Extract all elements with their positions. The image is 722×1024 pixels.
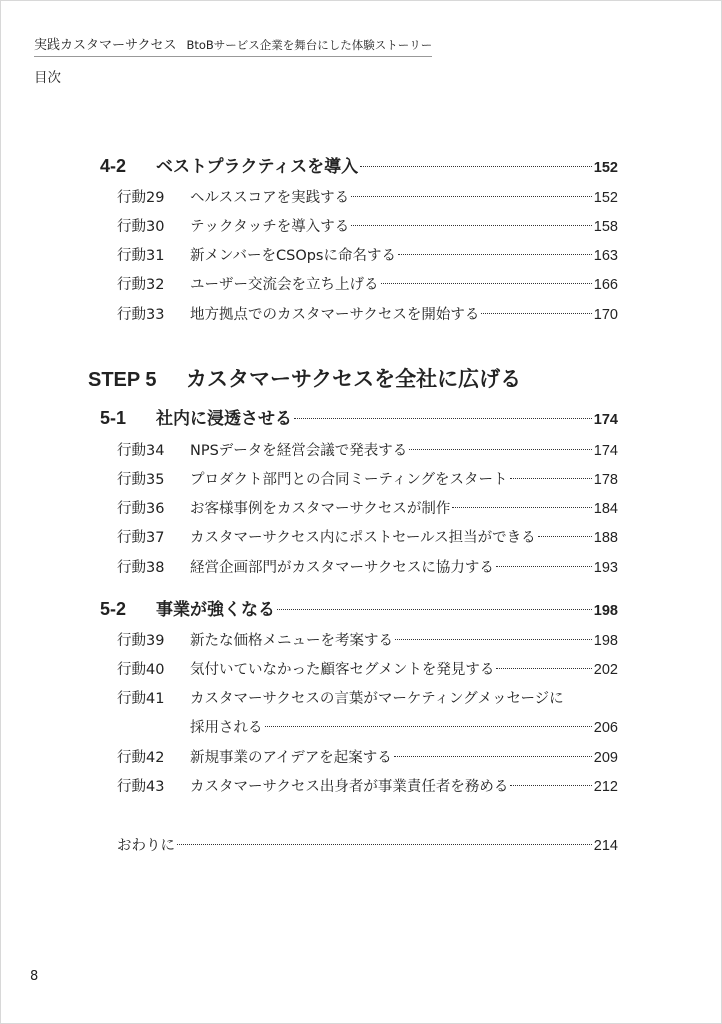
toc-entry[interactable]	[117, 303, 618, 327]
toc-entry[interactable]	[117, 629, 618, 653]
section-number: 5-1	[100, 408, 127, 428]
dot-leader	[496, 668, 591, 669]
page-ref: 174	[593, 443, 618, 459]
section-title: ベストプラクティスを導入	[156, 157, 359, 177]
page-ref: 178	[593, 472, 618, 488]
entry-title: カスタマーサクセス出身者が事業責任者を務める	[190, 779, 509, 795]
page-ref: 166	[593, 277, 618, 293]
action-label: 行動31	[117, 248, 165, 264]
section-title: 事業が強くなる	[156, 600, 275, 620]
dot-leader	[510, 478, 592, 479]
page-ref: 188	[593, 530, 618, 546]
page-ref: 198	[593, 633, 618, 649]
page-ref: 158	[593, 219, 618, 235]
book-title: 実践カスタマーサクセス	[34, 38, 177, 53]
section-title: 社内に浸透させる	[156, 409, 292, 429]
toc-step-5[interactable]	[88, 364, 521, 394]
dot-leader	[395, 639, 592, 640]
entry-title: テックタッチを導入する	[190, 219, 350, 235]
action-label: 行動32	[117, 277, 165, 293]
toc-entry[interactable]	[117, 186, 618, 210]
running-head	[34, 34, 432, 53]
page-ref: 152	[593, 160, 618, 176]
entry-title: NPSデータを経営会議で発表する	[190, 443, 408, 459]
dot-leader	[510, 785, 591, 786]
page-ref: 170	[593, 307, 618, 323]
page-ref: 206	[593, 720, 618, 736]
action-label: 行動33	[117, 307, 165, 323]
dot-leader	[496, 566, 592, 567]
toc-entry[interactable]	[117, 244, 618, 268]
page-ref: 198	[593, 603, 618, 619]
dot-leader	[409, 449, 592, 450]
action-label: 行動29	[117, 190, 165, 206]
dot-leader	[538, 536, 592, 537]
entry-title: カスタマーサクセス内にポストセールス担当ができる	[190, 530, 536, 546]
toc-entry[interactable]	[117, 215, 618, 239]
section-label: 目次	[34, 70, 61, 86]
page-ref: 163	[593, 248, 618, 264]
action-label: 行動30	[117, 219, 165, 235]
dot-leader	[481, 313, 591, 314]
action-label: 行動35	[117, 472, 165, 488]
action-label: 行動34	[117, 443, 165, 459]
section-number: 5-2	[100, 599, 127, 619]
toc-entry-line-2[interactable]	[190, 716, 618, 740]
page-ref: 174	[593, 412, 618, 428]
dot-leader	[360, 166, 592, 167]
action-label: 行動43	[117, 779, 165, 795]
toc-entry-closing[interactable]	[117, 834, 618, 858]
dot-leader	[452, 507, 591, 508]
action-label: 行動41	[117, 691, 165, 707]
dot-leader	[398, 254, 592, 255]
step-title: カスタマーサクセスを全社に広げる	[186, 367, 522, 391]
toc-entry[interactable]	[117, 658, 618, 682]
dot-leader	[394, 756, 592, 757]
page-ref: 184	[593, 501, 618, 517]
toc-entry[interactable]	[117, 775, 618, 799]
entry-title: カスタマーサクセスの言葉がマーケティングメッセージに	[190, 691, 564, 707]
toc-section-4-2[interactable]	[100, 154, 618, 178]
action-label: 行動42	[117, 750, 165, 766]
action-label: 行動36	[117, 501, 165, 517]
entry-title-continued: 採用される	[190, 720, 263, 736]
toc-entry[interactable]	[117, 497, 618, 521]
action-label: 行動37	[117, 530, 165, 546]
dot-leader	[277, 609, 592, 610]
entry-title: 気付いていなかった顧客セグメントを発見する	[190, 662, 495, 678]
section-number: 4-2	[100, 156, 127, 176]
page-number: 8	[30, 969, 39, 984]
entry-title: 地方拠点でのカスタマーサクセスを開始する	[190, 307, 480, 323]
toc-entry[interactable]	[117, 468, 618, 492]
entry-title: 新規事業のアイデアを起案する	[190, 750, 392, 766]
toc-section-5-1[interactable]	[100, 406, 618, 430]
dot-leader	[177, 844, 592, 845]
page-ref: 202	[593, 662, 618, 678]
entry-title: おわりに	[117, 838, 175, 854]
page-ref: 209	[593, 750, 618, 766]
dot-leader	[351, 225, 592, 226]
page-ref: 214	[593, 838, 618, 854]
action-label: 行動40	[117, 662, 165, 678]
toc-entry[interactable]	[117, 439, 618, 463]
entry-title: 新たな価格メニューを考案する	[190, 633, 393, 649]
header-rule	[34, 56, 432, 57]
page-ref: 212	[593, 779, 618, 795]
entry-title: 経営企画部門がカスタマーサクセスに協力する	[190, 560, 494, 576]
page-ref: 193	[593, 560, 618, 576]
action-label: 行動39	[117, 633, 165, 649]
entry-title: ヘルススコアを実践する	[190, 190, 350, 206]
toc-entry[interactable]	[117, 746, 618, 770]
step-label: STEP 5	[88, 369, 157, 391]
toc-entry[interactable]	[117, 526, 618, 550]
entry-title: 新メンバーをCSOpsに命名する	[190, 248, 396, 264]
entry-title: お客様事例をカスタマーサクセスが制作	[190, 501, 451, 517]
book-subtitle: BtoBサービス企業を舞台にした体験ストーリー	[186, 38, 433, 52]
toc-entry-line-1[interactable]	[117, 687, 564, 711]
entry-title: プロダクト部門との合同ミーティングをスタート	[190, 472, 508, 488]
toc-section-5-2[interactable]	[100, 597, 618, 621]
action-label: 行動38	[117, 560, 165, 576]
dot-leader	[294, 418, 592, 419]
page-ref: 152	[593, 190, 618, 206]
dot-leader	[381, 283, 592, 284]
dot-leader	[351, 196, 592, 197]
toc-entry[interactable]	[117, 273, 618, 297]
toc-entry[interactable]	[117, 556, 618, 580]
entry-title: ユーザー交流会を立ち上げる	[190, 277, 379, 293]
dot-leader	[265, 726, 592, 727]
